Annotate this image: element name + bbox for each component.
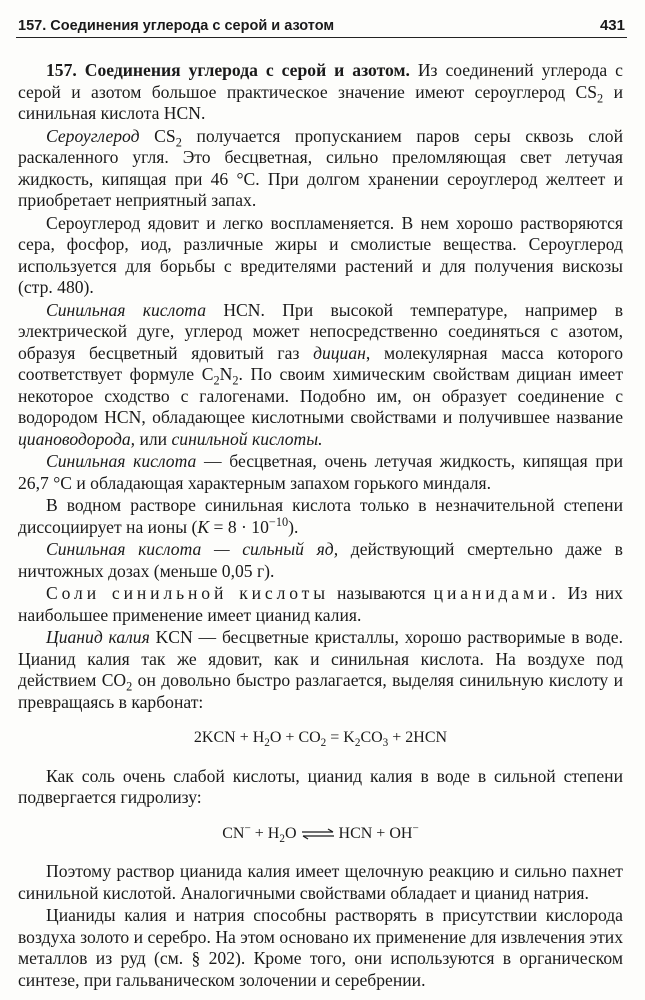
term: Цианид калия	[46, 627, 150, 647]
equation-carbonate: $2KCN + H_2O + CO_2 = K_2CO_3 + 2HCN$	[193, 729, 448, 750]
text-body	[18, 38, 623, 991]
paragraph: Соли синильной кислоты называются цианидами. Из них наибольшее применение имеет цианид калия.	[18, 583, 623, 625]
term: Синильная кислота	[46, 451, 197, 471]
term: Синильная кислота — сильный яд,	[46, 539, 339, 559]
term: Синильная кислота	[46, 299, 207, 320]
term: Сероуглерод	[46, 125, 140, 146]
paragraph: Цианиды калия и натрия способны растворять в присутствии кислорода воздуха золото и серебро. На этом основано их применение для извлечения этих металлов из руд (см. § 202). Кроме того, они используются в органическом синтезе, при гальваническом золочении и серебрении.	[18, 905, 623, 990]
paragraph: 157. Соединения углерода с серой и азотом. Из соединений углерода с серой и азотом большое практическое значение имеют сероуглерод $CS_2$ и синильная кислота HCN.	[18, 60, 623, 123]
paragraph: Сероуглерод $CS_2$ получается пропусканием паров серы сквозь слой раскаленного угля. Это бесцветная, сильно преломляющая свет летучая жидкость, кипящая при 46 °С. При долгом хранении сероуглерод желтеет и приобретает неприятный запах.	[18, 125, 623, 210]
paragraph: Как соль очень слабой кислоты, цианид калия в воде в сильной степени подвергается гидролизу:	[18, 765, 623, 807]
page-number: 431	[599, 17, 625, 34]
paragraph: Поэтому раствор цианида калия имеет щелочную реакцию и сильно пахнет синильной кислотой. Аналогичными свойствами обладает и цианид натрия.	[18, 861, 623, 903]
equation-hydrolysis: $CN^- + H_2O$ HCN + OH−	[222, 822, 419, 845]
equilibrium-arrow-icon	[301, 828, 335, 840]
paragraph: Сероуглерод ядовит и легко воспламеняется. В нем хорошо растворяются сера, фосфор, иод, различные жиры и смолистые вещества. Сероуглерод используется для борьбы с вредителями растений и для получения вискозы (стр. 480).	[18, 212, 623, 297]
header-section-title: 157. Соединения углерода с серой и азотом	[18, 18, 335, 34]
paragraph: Синильная кислота — бесцветная, очень летучая жидкость, кипящая при 26,7 °С и обладающая характерным запахом горького миндаля.	[18, 451, 623, 493]
paragraph: Синильная кислота HCN. При высокой температуре, например в электрической дуге, углерод может непосредственно соединяться с азотом, образуя бесцветный ядовитый газ дициан, молекулярная масса которого соответствует формуле $C_2N_2$. По своим химическим свойствам дициан имеет некоторое сходство с галогенами. Подобно им, он образует соединение с водородом HCN, обладающее кислотными свойствами и получившее название циановодорода, или синильной кислоты.	[18, 299, 624, 449]
section-heading: 157. Соединения углерода с серой и азотом.	[46, 60, 410, 80]
paragraph: Синильная кислота — сильный яд, действующий смертельно даже в ничтожных дозах (меньше 0,05 г).	[18, 539, 623, 581]
running-header	[16, 0, 627, 38]
paragraph: В водном растворе синильная кислота только в незначительной степени диссоциирует на ионы $(K = 8 \cdot 10^{-10})$.	[18, 495, 623, 537]
paragraph: Цианид калия KCN — бесцветные кристаллы, хорошо растворимые в воде. Цианид калия так же ядовит, как и синильная кислота. На воздухе под действием $CO_2$ он довольно быстро разлагается, выделяя синильную кислоту и превращаясь в карбонат:	[18, 627, 624, 712]
